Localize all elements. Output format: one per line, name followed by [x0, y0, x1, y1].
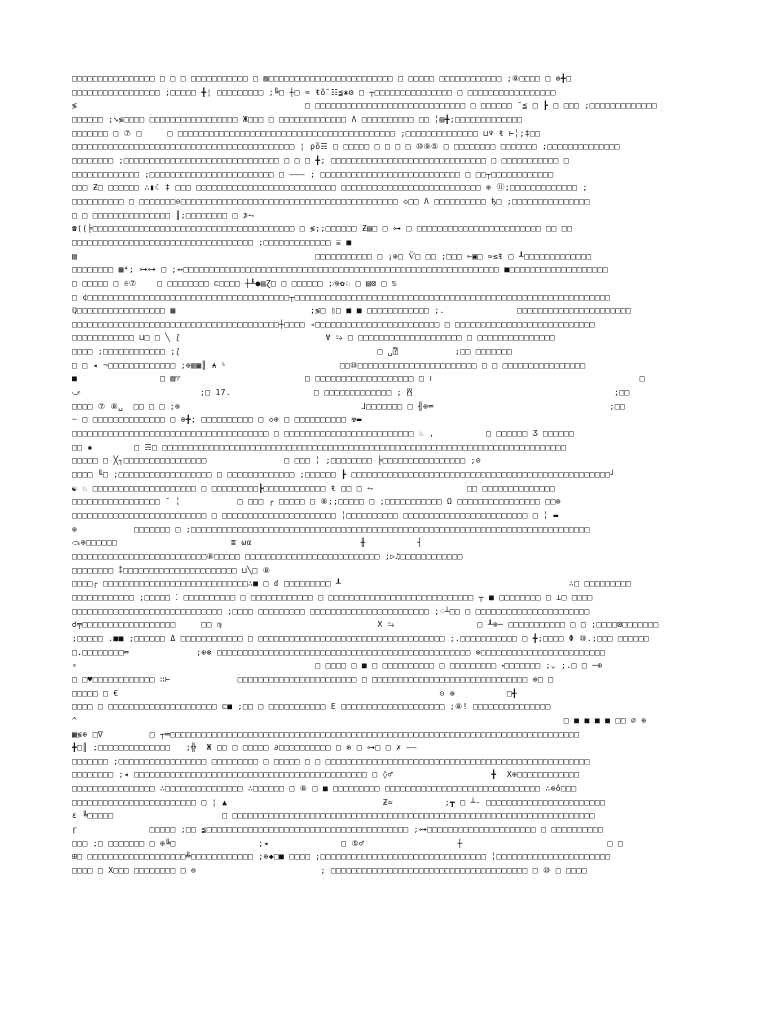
document-line: □□□□□□□□□□□□□□□□ ∴□□□□□□□□□□□□□□□ ∴□□□□□□ □ ⑧ □ ■ □□□□□□□□□ □□□□□□□□□□□□□□□□□□□□□□□□□□□□□□ ∴⊕ô□□□: [72, 784, 577, 794]
document-line: ⊞□ □□□□□□□□□□□□□□□□□□□╩□□□□□□□□□□□□ ;⊕◆□■ □□□□ ;□□□□□□□□□□□□□□□□□□□□□□□□□□□□□□□□ ╎□□□□□□□□□□□□□□□□□□□□□□: [72, 852, 611, 862]
document-line: ɼ □□□□□ ;□□ ≨□□□□□□□□□□□□□□□□□□□□□□□□□□□□□□□□□□□□□□□ ;⊶□□□□□□□□□□□□□□□□□□□□□ □ □□□□□□□□□□: [72, 825, 604, 835]
document-line: □□□ ;□ □□□□□□□ □ ⊕╚□ ;◂ □ ⑤♂ ┼ □ □: [72, 838, 624, 848]
document-line: □□□□□ □ € ⊝ ⊕ □╉: [72, 688, 518, 698]
document-line: ;□□□□□ .■■ ;□□□□□□ Δ □□□□□□□□□□□□ □ □□□□□□□□□□□□□□□□□□□□□□□□□□□□□□□□□□□□ ;.□□□□□□□□□□□ □ ╋;□□□□ Φ ⑩.;□□□ □□□□□□: [72, 633, 649, 643]
document-line: □□□□ ╙□ ;□□□□□□□□□□□□□□□□□□ □ □□□□□□□□□□□□□ ;□□□□□□ ┣ □□□□□□□□□□□□□□□□□□□□□□□□□□□□□□□□□□□□□□□□□□□□□□□□□□┘: [72, 470, 616, 480]
document-line: □□□□ □ □□□□□□□□□□□□□□□□□□□□□ ⊏■ ;□□ □ □□□□□□□□□□□ Ε □□□□□□□□□□□□□□□□□□□□ ;⑧! □□□□□□□□□□□□□□□: [72, 702, 551, 712]
document-line: □□□□□□□□□□□□□□□□□□□□□□□□□□□□□ ;□□□□ □□□□□□□□□ □□□□□□□□□□□□□□□□□□□□□□□ ;⁖┴□□ □ □□□□□□□□□□□□□□□□□□□□□□: [72, 606, 590, 616]
document-line: □□□□□□□□□□□□□□□□□□□□□□□□□□□□□□□□□□□ ;□□□□□□□□□□□□□ ⩸ ■: [72, 237, 352, 247]
document-line: □□□□□□□□ ;□□□□□□□□□□□□□□□□□□□□□□□□□□□□□□ □ □ □ ╋; □□□□□□□□□□□□□□□□□□□□□□□□□□□□□□ □ □□□□□□□□□□□ □: [72, 155, 569, 165]
document-line: ⤻ ;□ 17. □ □□□□□□□□□□□□□ ; ⍓ ;□□: [72, 388, 630, 398]
document-line: ☯ ♘ □□□□□□□□□□□□□□□□□□□□ □ □□□□□□□□□┣□□□□□□□□□□□□ ŧ □□ □ ⥊ □□ □□□□□□□□□□□□□□: [72, 483, 555, 493]
document-line: ╋□║ ;□□□□□□□□□□□□□□ ;╬ Ж □□ □ □□□□□ ∂□□□□□□□□□□ □ ⊕ □ ⊶□ □ ✗ ——: [72, 743, 417, 753]
document-line: □□□□□ □ ╳┐□□□□□□□□□□□□□□□□ □ □□□ ╎ ;□□□□□□□□ ╞□□□□□□□□□□□□□□□□ ;⊘: [72, 456, 481, 466]
document-line: ⤼⊕□□□□□□ ≣ ωα ╫ ┤: [72, 538, 423, 548]
document-line: □ □♥□□□□□□□□□□□□ ∷⊢ □□□□□□□□□□□□□□□□□□□□□□□ □ □□□□□□□□□□□□□□□□□□□□□□□□□□□□□□ ⊕□ □: [72, 674, 554, 684]
document-line: □□□□□□□□□□ □ □□□□□□□⊙□□□□□□□□□□□□□□□□□□□□□□□□□□□□□□□□□□□□□□□□□□ ◇□□ Λ □□□□□□□□□□ ђ□ ;□□□□□□□□□□□□□□□: [72, 196, 590, 206]
document-line: □□□□ □ X□□□ □□□□□□□□ □ ⊜ ; □□□□□□□□□□□□□□□□□□□□□□□□□□□□□□□□□□□□□□ □ ⑩ □ □□□□: [72, 866, 587, 876]
document-line: ^ □ ■ ■ ■ ■ □□ ∅ ⊕: [72, 715, 647, 725]
document-line: □□□□□□□□ ▦⁴; ⊶⊶ □ ;⥇□□□□□□□□□□□□□□□□□□□□□□□□□□□□□□□□□□□□□□□□□□□□□□□□□□□□□□□□□□□□□ ■□□□□□□□□□□□□□□□□□□□: [72, 265, 608, 275]
document-line: ☎((╞□□□□□□□□□□□□□□□□□□□□□□□□□□□□□□□□□□□□□□□ □ ≶;;□□□□□□ Ƶ▤□ □ ⊶ □ □□□□□□□□□□□□□□□□□□□□□□□□ □□ □□: [72, 224, 573, 234]
document-line: □□□□□□ ;➘≶□□□□ □□□□□□□□□□□□□□□□□ Ж□□□ □ □□□□□□□□□□□□□ Λ □□□□□□□□□□ □□ ╎▤╋;□□□□□□□□□□□□□: [72, 114, 523, 124]
document-line: ■ □ ▨♈ □ □□□□□□□□□□□□□□□□□□□ □ ≀ □: [72, 374, 645, 384]
document-line: □□□□□□□□□□□□□□□□ □ □ □ □□□□□□□□□□□ □ ▨□□□□□□□□□□□□□□□□□□□□□□□□ □ □□□□□ □□□□□□□□□□□□ ;⑧□□□□ □ ⊕╋□: [72, 74, 572, 83]
document-line: ▦≶⊕ □∇ □ ┬═□□□□□□□□□□□□□□□□□□□□□□□□□□□□□□□□□□□□□□□□□□□□□□□□□□□□□□□□□□□□□□□□□□□□□□□□□□□□□□□: [72, 729, 580, 739]
document-line: ☌╤□□□□□□□□□□□□□□□□□□ □□ ♍ X ⥲ □ ┸⊕─ □□□□□□□□□□□ □ □ ;□□□□⊠□□□□□□□: [72, 620, 659, 630]
document-line: □□□□ ;□□□□□□□□□□□□ ;⟅ □ ␣⍰ ;□□ □□□□□□□: [72, 347, 512, 357]
document-line: □□□□□□□□□□□□□□□□□ ˘ ╎ □ □□□ ┌ □□□□□ □ ⑧;;□□□□□ □ ;□□□□□□□□□□□ Ω □□□□□□□□□□□□□□□□ □□⊕: [72, 497, 561, 507]
document-line: □□□□□□□□ ;◂ □□□□□□□□□□□□□□□□□□□□□□□□□□□□□□□□□□□□□□□□□□□□□ □ ◊♂ ╋ X⊕□□□□□□□□□□□□: [72, 770, 580, 780]
document-line: □.□□□□□□□□═ ;⊕⊛ □□□□□□□□□□□□□□□□□□□□□□□□□□□□□□□□□□□□□□□□□□□□□□□□□ ⊕□□□□□□□□□□□□□□□□□□□□□□□□: [72, 647, 606, 657]
document-line: □ ¢□□□□□□□□□□□□□□□□□□□□□□□□□□□□□□□□□□□□□□□┬□□□□□□□□□□□□□□□□□□□□□□□□□□□□□□□□□□□□□□□□□□□□□□□□□□□□□□□□□□□□□: [72, 292, 611, 302]
document-line: □□□□□□□□□□□□□□□□□□□□□□□□□□□□□□□□□□□□□□□□□□□ ¦ ρὄ☴ □ □□□□□ □ □ □ □ ⑩⑨⑤ □ □□□□□□□□ □□□□□□□ ;□□□□□□□□□□□□□□: [72, 142, 620, 152]
document-line: □□□□□□□□ ⁑□□□□□□□□□□□□□□□□□□□□□□ ⊔╲□ ⑧: [72, 565, 271, 575]
document-line: ∘ □ □□□□ □ ■ □ □□□□□□□□□□ □ □□□□□□□□□ ⬝□□□□□□□ ;⌄ ;.□ □ ─⊕: [72, 661, 603, 671]
document-line: □□□□□□□□□□□□□□□□□□□□□□□□□□□□□□□□□□□□□□□□┼□□□□ ◃□□□□□□□□□□□□□□□□□□□□□□□□ □ □□□□□□□□□□□□□□□□□□□□□□□□□□□: [72, 319, 595, 329]
document-text-block: [72, 72, 698, 952]
document-line: □□□□┌ □□□□□□□□□□□□□□□□□□□□□□□□□□□□∴■ □ ɗ □□□□□□□□□ ┸ ∴□ □□□□□□□□□: [72, 579, 632, 589]
document-line: □□□□□□□□□□□□□□□□□□□□□□□□□□⑧□□□□□ □□□□□□□□□□□□□□□□□□□□□□□□□□ ;▷♫□□□□□□□□□□□□: [72, 551, 463, 561]
document-line: □□□□□□□□□□□□□ ;□□□□□□□□□□□□□□□□□□□□□□□□ □ ——— ; □□□□□□□□□□□□□□□□□□□□□□□□□□□ □ □□┬□□□□□□□□□□□□: [72, 169, 554, 179]
document-line: □□□□□□□□□□□□ ⊔□ □ ╲ ⟅ ∀ ⥲ □ □□□□□□□□□□□□□□□□□□□□ □ □□□□□□□□□□□□□□□: [72, 333, 555, 343]
document-line: ɛ ╚□□□□□ □ □□□□□□□□□□□□□□□□□□□□□□□□□□□□□□□□□□□□□□□□□□□□□□□□□□□□□□□□□□□□□□□□□□□□□□: [72, 811, 595, 821]
document-line: □□□ Ƶ□ □□□□□□ ∴▮☾ ‡ □□□ □□□□□□□□□□□□□□□□□□□□□□□□□□□ □□□□□□□□□□□□□□□□□□□□□□□□□□□ ⊕ ⑪;□□□□□□□□□□□□□ ;: [72, 183, 588, 193]
document-line: □ □ □□□□□□□□□□□□□□□ ║;□□□□□□□□ □ ⊅⥊: [72, 210, 255, 220]
document-line: □□□□□□□ ;□□□□□□□□□□□□□□□□□ □□□□□□□□□ □ □□□□□ □ □ □□□□□□□□□□□□□□□□□□□□□□□□□□□□□□□□□□□□□□□□□□□□□□□□□□□: [72, 756, 590, 766]
document-line: □□□□□□□□□□□□□□□□□□□□□□□□ □ ¦ ▲ Ƶ≃ ;┳ □ ┴- □□□□□□□□□□□□□□□□□□□□□□□: [72, 797, 606, 807]
document-line: □ □ ◂ ¬□□□□□□□□□□□□□ ;⊕▥▦║ ⍲ ᒡ □□⑩□□□□□□□□□□□□□□□□□□□□□□□ □ □ □□□□□□□□□□□□□□□□: [72, 360, 586, 370]
document-line: ▨ □□□□□□□□□□□ □ ¡⊕□ Ѷ□ □□ ;□□□ ⟜▣□ ≈≤ŧ □ ┸□□□□□□□□□□□□□: [72, 251, 592, 261]
document-line: □□□□□□□ □ ⑦ □ □ □□□□□□□□□□□□□□□□□□□□□□□□□□□□□□□□□□□□□□□□□□ ;□□□□□□□□□□□□□□ ⊔♆ ŧ ⊢╎;‡□□: [72, 128, 541, 138]
document-line: □□□□□□□□□□□□□□□□□□□□□□□□□□□□□□□□□□□□□□ □ □□□□□□□□□□□□□□□□□□□□□□□□□ ♘ , □ □□□□□□ Ʒ □□□□□□: [72, 429, 575, 439]
document-line: ⊕ □□□□□□□ □ ;□□□□□□□□□□□□□□□□□□□□□□□□□□□□□□□□□□□□□□□□□□□□□□□□□□□□□□□□□□□□□□□□□□□□□□□□□□□□□: [72, 524, 590, 534]
document-line: □□□□□□□□□□□□□□□□□□□□□□□□□□ □ □□□□□□□□□□□□□□□□□□□□□□ ╎□□□□□□□□□□ □□□□□□□□□□□□□□□□□□□□□□□□ □ ╎ ▬: [72, 511, 559, 520]
document-line: □□ ▪ □ ☴□ □□□□□□□□□□□□□□□□□□□□□□□□□□□□□□□□□□□□□□□□□□□□□□□□□□□□□□□□□□□□□□□□□□□□□□□□□□□□□□: [72, 442, 567, 452]
document-line: □ □□□□□ □ ♎⑦ □ □□□□□□□□ ⊏□□□□ ┼┸●▤Ɀ□ □ □□□□□□ ;⁄⊕✿♘ □ ▤⊠ □ ♋: [72, 278, 397, 288]
document-line: □□□□ ⑦ ⑧␣ □□ □ □ ;⊕ ⅃□□□□□□□ □ ╢⊕═ ;□□: [72, 401, 626, 411]
document-line: ≶ □ □□□□□□□□□□□□□□□□□□□□□□□□□□□□□ □ □□□□□□ ˘≦ □ ┣ □ □□□ ;□□□□□□□□□□□□□: [72, 101, 657, 111]
document-line: ┄ □ □□□□□□□□□□□□□□ □ ⊕╋; □□□□□□□□□□ □ ◇⊕ □ □□□□□□□□□□ ☢▬: [72, 415, 362, 425]
document-line: □□□□□□□□□□□□ ;□□□□□ ⁚ □□□□□□□□□□ □ □□□□□□□□□□□□ □ □□□□□□□□□□□□□□□□□□□□□□□□□□□□ ┬ ■ □□□□□□□□ □ ⊥□ □□□□: [72, 592, 593, 602]
document-line: ℚ□□□□□□□□□□□□□□□□□ ▦ ;≶□ ▯□ ■ ■ □□□□□□□□□□□□ ;. □□□□□□□□□□□□□□□□□□□□□□: [72, 306, 632, 316]
document-line: □□□□□□□□□□□□□□□□□ ;□□□□□ ╋¦ □□□□□□□□□ ;╚□ ┼□ ≈ ŧỗ ☷≨❀⚙ □ ┬□□□□□□□□□□□□□□□ □ □□□□□□□□□□□□□□□□□: [72, 87, 556, 97]
